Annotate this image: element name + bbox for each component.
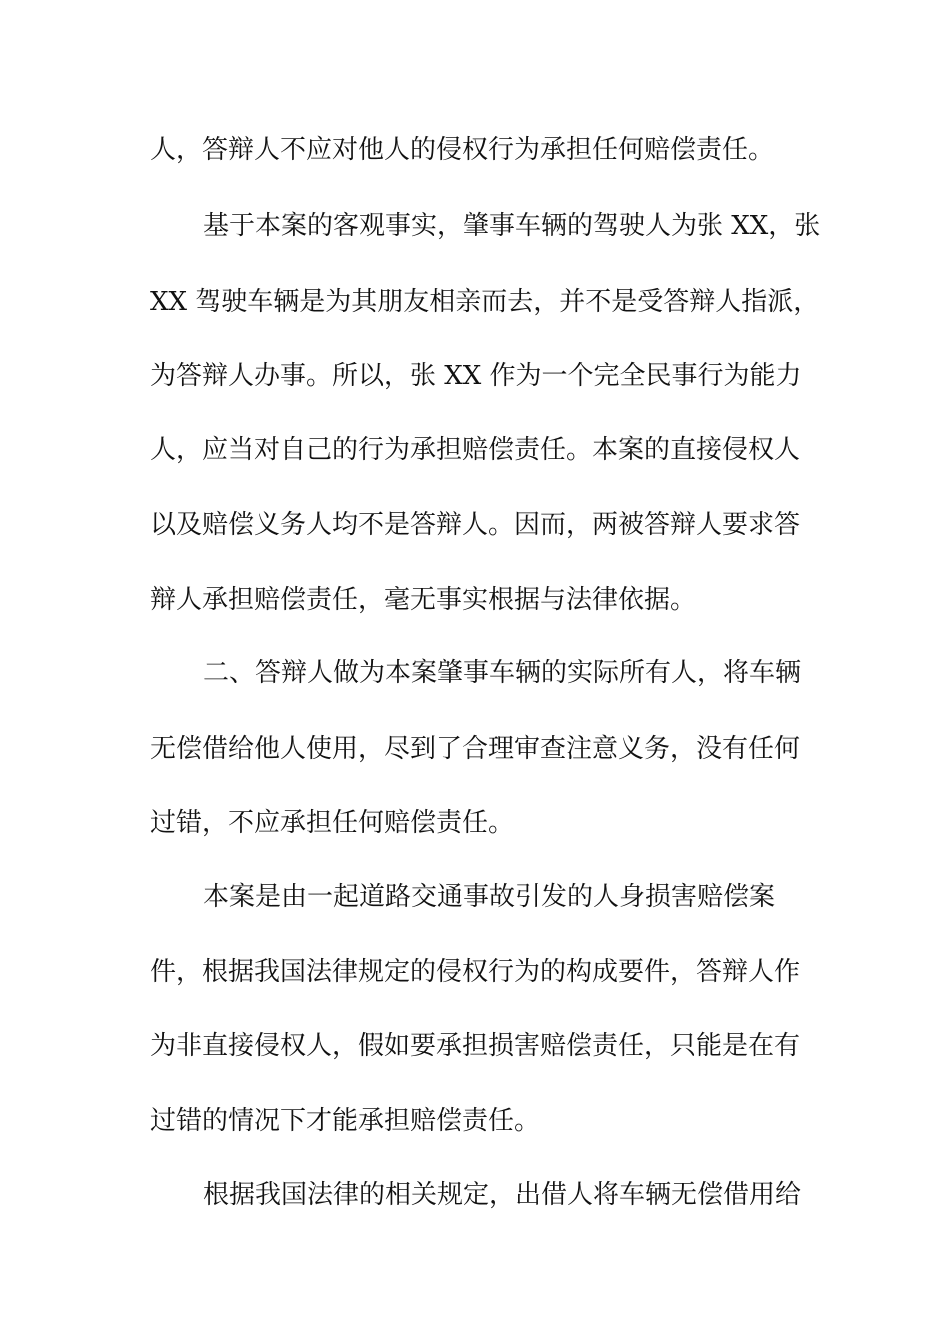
paragraph-start-line: 二、答辩人做为本案肇事车辆的实际所有人，将车辆 [203,658,802,688]
text-line: 为非直接侵权人，假如要承担损害赔偿责任，只能是在有 [150,1031,801,1061]
text-line: 以及赔偿义务人均不是答辩人。因而，两被答辩人要求答 [150,510,801,540]
text-line: 人，答辩人不应对他人的侵权行为承担任何赔偿责任。 [150,135,775,165]
paragraph-start-line: 基于本案的客观事实，肇事车辆的驾驶人为张 XX，张 [203,211,821,241]
text-line: 辩人承担赔偿责任，毫无事实根据与法律依据。 [150,585,697,615]
text-line: 过错，不应承担任何赔偿责任。 [150,808,515,838]
text-line: 为答辩人办事。所以，张 XX 作为一个完全民事行为能力 [150,361,802,391]
paragraph-start-line: 本案是由一起道路交通事故引发的人身损害赔偿案 [203,882,776,912]
text-line: 无偿借给他人使用，尽到了合理审查注意义务，没有任何 [150,734,801,764]
text-line: 人，应当对自己的行为承担赔偿责任。本案的直接侵权人 [150,435,801,465]
paragraph-start-line: 根据我国法律的相关规定，出借人将车辆无偿借用给 [203,1180,802,1210]
text-line: 过错的情况下才能承担赔偿责任。 [150,1106,541,1136]
text-line: 件，根据我国法律规定的侵权行为的构成要件，答辩人作 [150,957,801,987]
text-line: XX 驾驶车辆是为其朋友相亲而去，并不是受答辩人指派， [150,287,820,317]
